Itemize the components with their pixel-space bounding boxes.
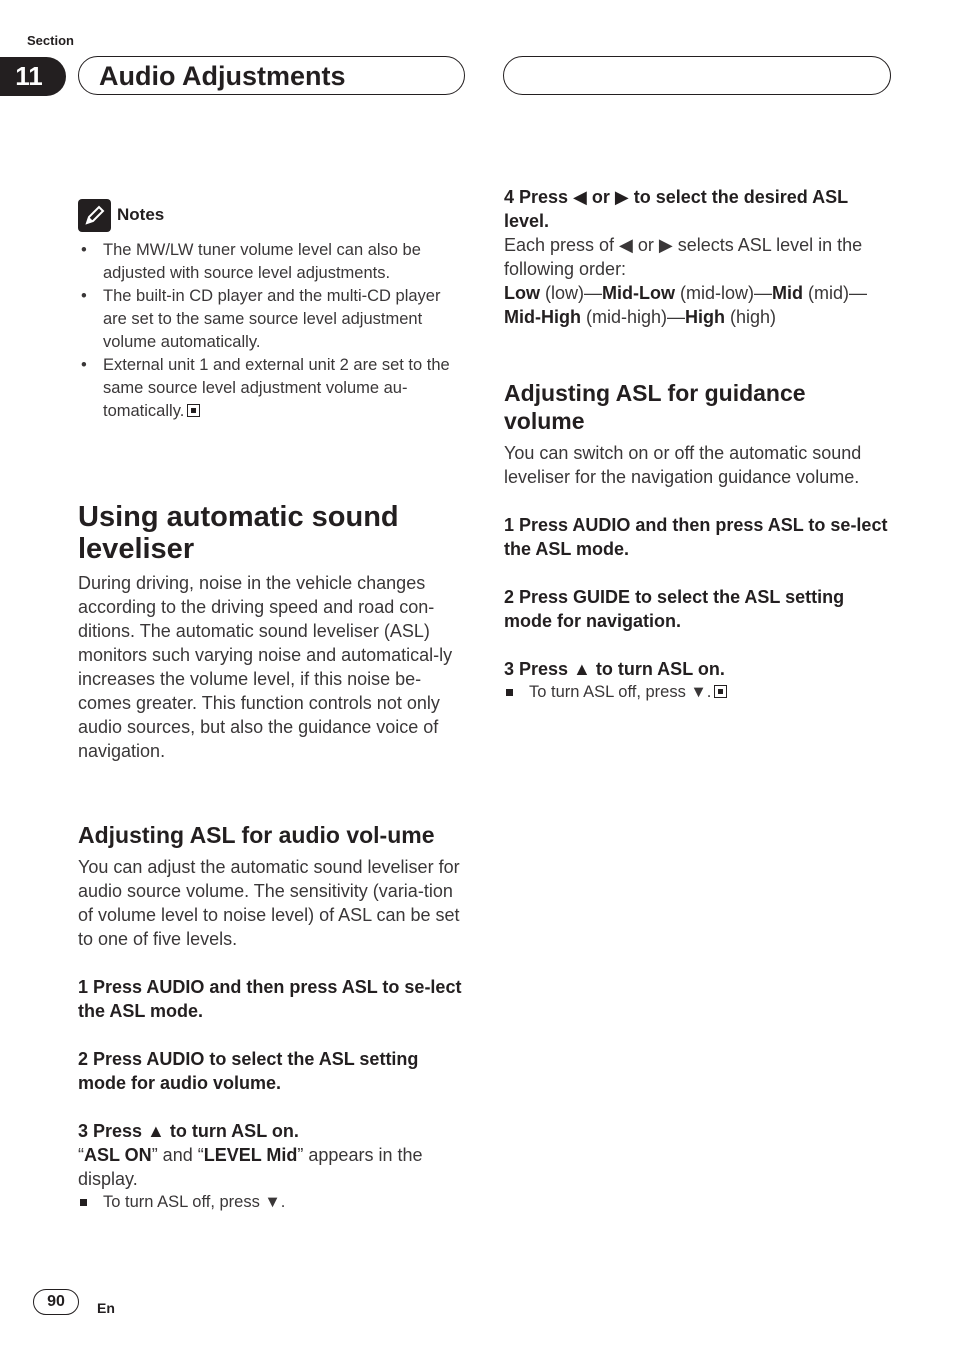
end-mark-icon	[187, 404, 200, 417]
audio-off-note: To turn ASL off, press ▼.	[78, 1191, 466, 1214]
note-text: The built-in CD player and the multi-CD player are set to the same source level adjustment volume automatically.	[103, 287, 441, 351]
chapter-title: Audio Adjustments	[78, 56, 465, 95]
section-label: Section	[27, 33, 74, 48]
list-item: • The built-in CD player and the multi-CD player are set to the same source level adjustment volume automatically.	[81, 287, 441, 351]
section-number: 11	[0, 57, 66, 96]
audio-step-1: 1 Press AUDIO and then press ASL to se-lect the ASL mode.	[78, 977, 462, 1021]
asl-body: During driving, noise in the vehicle changes according to the driving speed and road con-ditions. The automatic sound leveliser (ASL) monitors such varying noise and automatical-ly increases the volume level, if this noise be-comes greater. This function controls not only audio sources, but also the guidance voice of navigation.	[78, 573, 453, 761]
audio-step-3: 3 Press ▲ to turn ASL on.	[78, 1121, 299, 1141]
guidance-step-1: 1 Press AUDIO and then press ASL to se-lect the ASL mode.	[504, 515, 888, 559]
notes-heading	[78, 197, 466, 233]
square-bullet-icon	[506, 689, 513, 696]
note-text: The MW/LW tuner volume level can also be adjusted with source level adjustments.	[103, 241, 421, 282]
asl-level-order: Low (low)—Mid-Low (mid-low)—Mid (mid)—Mid-High (mid-high)—High (high)	[504, 283, 867, 327]
guidance-step-3: 3 Press ▲ to turn ASL on.	[504, 659, 725, 679]
asl-on-text: ASL ON	[84, 1145, 152, 1165]
guidance-volume-heading: Adjusting ASL for guidance volume	[504, 380, 806, 434]
audio-step-2: 2 Press AUDIO to select the ASL setting mode for audio volume.	[78, 1049, 419, 1093]
header-blank-tab	[503, 56, 891, 95]
page-number: 90	[33, 1289, 79, 1315]
notes-list	[78, 239, 466, 423]
asl-heading: Using automatic sound leveliser	[78, 501, 399, 565]
step-4-heading: 4 Press ◀ or ▶ to select the desired ASL level.	[504, 187, 848, 231]
list-item: • External unit 1 and external unit 2 are set to the same source level adjustment volume au-tomatically.	[81, 356, 450, 420]
end-mark-icon	[714, 685, 727, 698]
display-message: “ASL ON” and “LEVEL Mid” appears in the display.	[78, 1145, 423, 1189]
guidance-volume-body: You can switch on or off the automatic sound leveliser for the navigation guidance volume.	[504, 443, 862, 487]
square-bullet-icon	[80, 1199, 87, 1206]
list-item: • The MW/LW tuner volume level can also be adjusted with source level adjustments.	[81, 241, 421, 282]
left-column	[78, 197, 466, 1214]
pencil-icon	[78, 199, 111, 232]
notes-label: Notes	[117, 205, 165, 224]
step-4-body: Each press of ◀ or ▶ selects ASL level in the following order:	[504, 235, 863, 279]
audio-volume-heading: Adjusting ASL for audio vol-ume	[78, 822, 435, 848]
language-label: En	[97, 1300, 115, 1316]
note-text: External unit 1 and external unit 2 are set to the same source level adjustment volume au-tomatically.	[103, 356, 450, 420]
right-column	[504, 185, 888, 704]
audio-volume-body: You can adjust the automatic sound leveliser for audio source volume. The sensitivity (varia-tion of volume level to noise level) of ASL can be set to one of five levels.	[78, 857, 460, 949]
guidance-off-note: To turn ASL off, press ▼.	[504, 681, 888, 704]
guidance-step-2: 2 Press GUIDE to select the ASL setting mode for navigation.	[504, 587, 845, 631]
level-mid-text: LEVEL Mid	[203, 1145, 298, 1165]
